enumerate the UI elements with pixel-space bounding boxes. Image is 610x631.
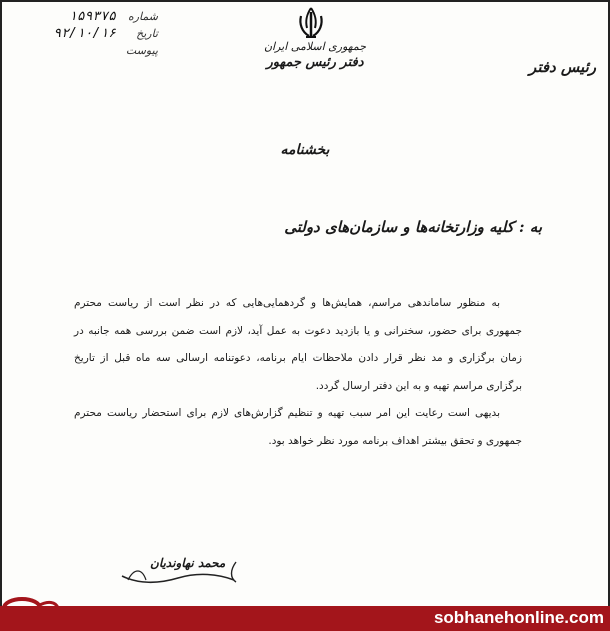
date-row <box>8 25 158 42</box>
paragraph-2: بدیهی است رعایت این امر سبب تهیه و تنظیم گزارش‌های لازم برای استحضار ریاست محترم جمهوری و تحقق بیشتر اهداف برنامه مورد نظر خواهد بود. <box>74 407 522 447</box>
addressee-line: به : کلیه وزارتخانه‌ها و سازمان‌های دولتی <box>284 218 542 236</box>
number-label: شماره <box>127 10 158 23</box>
attachment-label: پیوست <box>125 44 158 57</box>
document-heading: بخشنامه <box>280 142 330 158</box>
date-value: ۹۲/۱۰/۱۶ <box>53 26 116 41</box>
letter-body <box>74 290 522 455</box>
page-border-left <box>0 0 2 606</box>
page-border-top <box>0 0 610 2</box>
signature-scribble-icon <box>118 554 238 586</box>
paragraph-1: به منظور ساماندهی مراسم، همایش‌ها و گردهمایی‌هایی که در نظر است از ریاست محترم جمهوری برای حضور، سخنرانی و یا بازدید دعوت به عمل آید، لازم است ضمن بررسی همه جانبه در زمان برگزاری و مد نظر قرار دادن ملاحظات ایام برنامه، دعوتنامه ارسالی سه ماه قبل از تاریخ برگزاری مراسم تهیه و به این دفتر ارسال گردد. <box>74 297 522 392</box>
signatory-name: محمد نهاوندیان <box>150 556 226 570</box>
source-url: sobhanehonline.com <box>433 608 604 627</box>
reference-block <box>8 8 158 59</box>
office-name: دفتر رئیس جمهور <box>266 55 364 70</box>
date-label: تاریخ <box>136 27 158 40</box>
number-value: ۱۵۹۳۷۵ <box>69 9 116 24</box>
state-emblem-icon <box>296 6 326 40</box>
letterhead <box>240 40 390 72</box>
number-row <box>8 8 158 25</box>
recipient-tag: رئیس دفتر <box>529 58 596 76</box>
republic-name: جمهوری اسلامی ایران <box>263 40 367 53</box>
attachment-row <box>8 42 158 59</box>
